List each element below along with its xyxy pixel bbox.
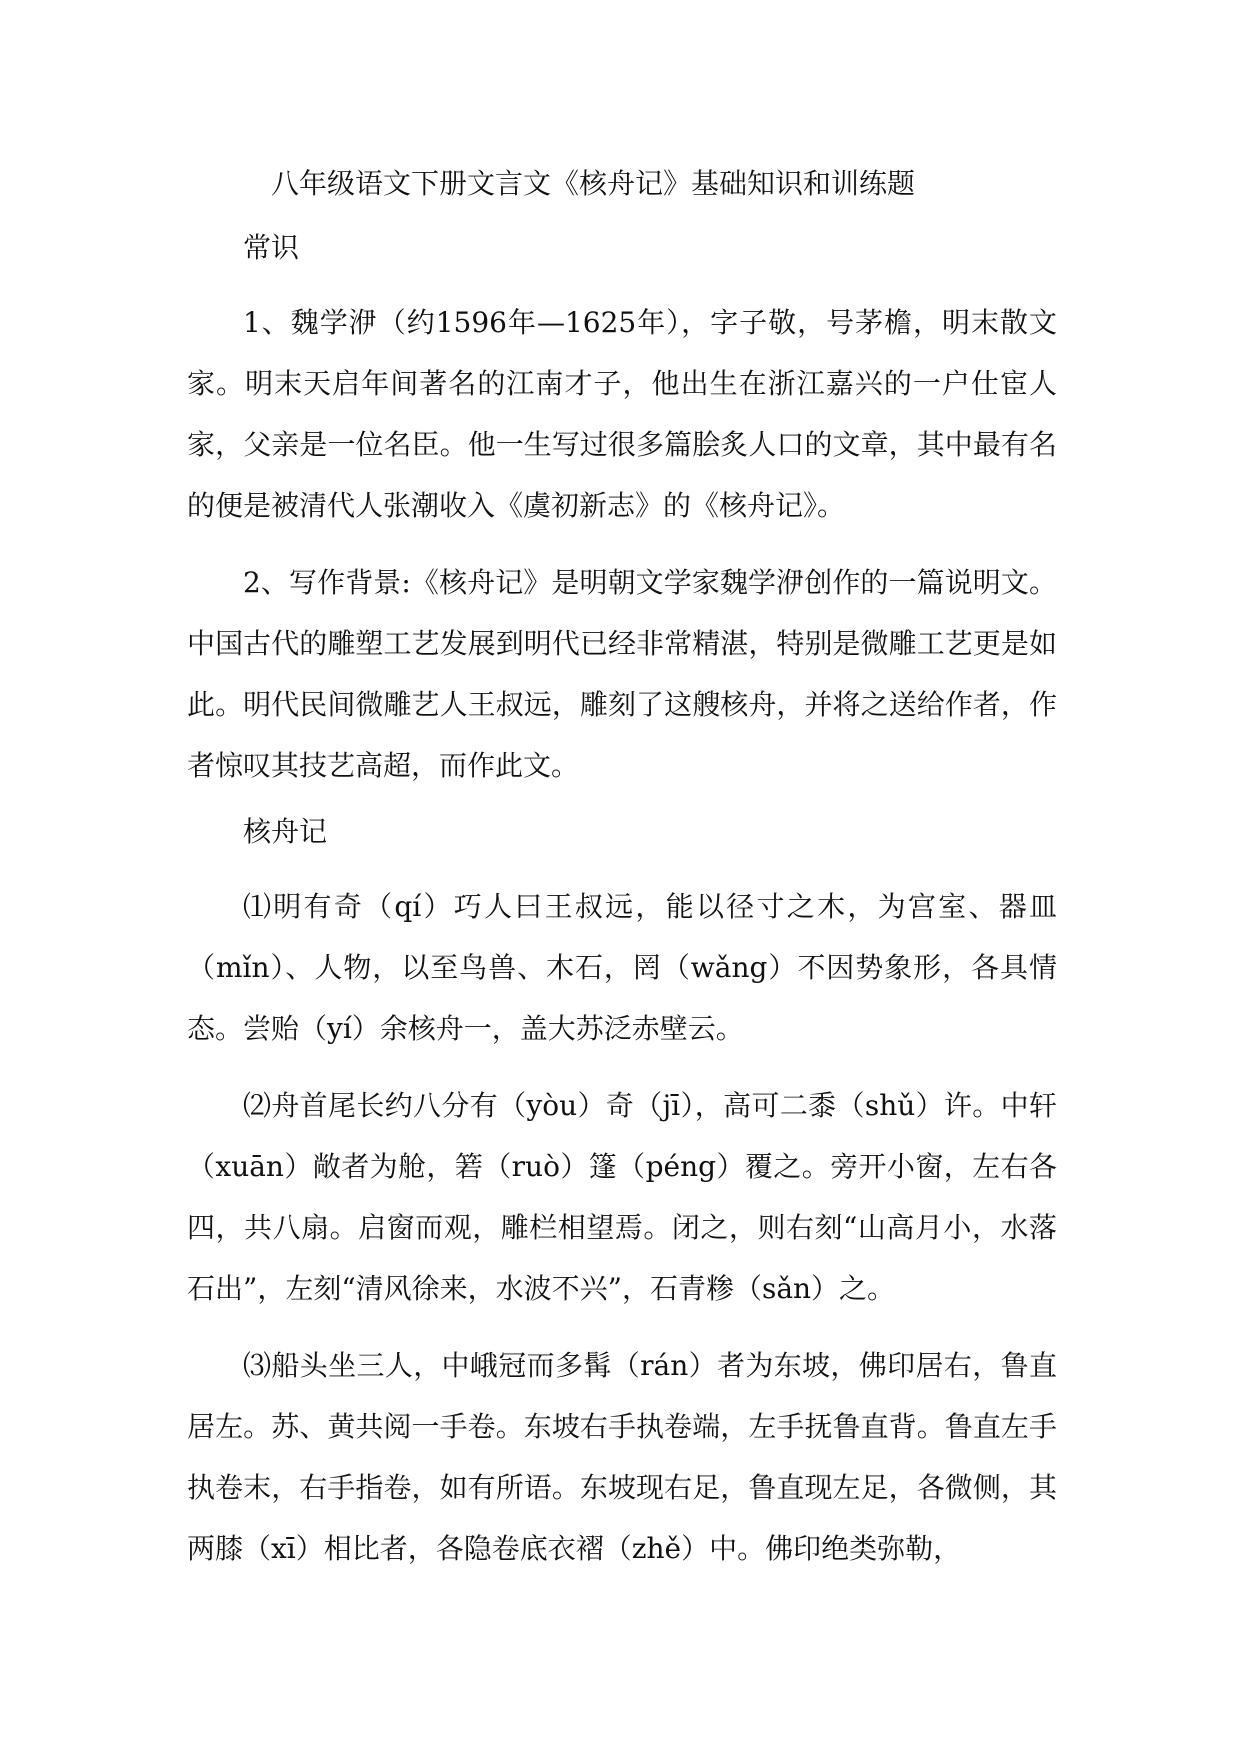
common-knowledge-item-1: 1、魏学洢（约1596年—1625年），字子敬，号茅檐，明末散文家。明末天启年间著名的江南才子，他出生在浙江嘉兴的一户仕宦人家，父亲是一位名臣。他一生写过很多篇脍炙人口的文章，其中最有名的便是被清代人张潮收入《虞初新志》的《核舟记》。 <box>187 306 1057 522</box>
section-heading-text: 核舟记 <box>243 815 328 848</box>
section-heading-common-knowledge: 常识 <box>243 231 300 264</box>
document-body <box>187 156 1057 1579</box>
common-knowledge-item-2: 2、写作背景:《核舟记》是明朝文学家魏学洢创作的一篇说明文。中国古代的雕塑工艺发展到明代已经非常精湛，特别是微雕工艺更是如此。明代民间微雕艺人王叔远，雕刻了这艘核舟，并将之送给作者，作者惊叹其技艺高超，而作此文。 <box>187 566 1057 782</box>
text-paragraph-1: ⑴明有奇（qí）巧人曰王叔远，能以径寸之木，为宫室、器皿（mǐn）、人物，以至鸟兽、木石，罔（wǎng）不因势象形，各具情态。尝贻（yí）余核舟一，盖大苏泛赤壁云。 <box>187 890 1057 1045</box>
text-paragraph-3: ⑶船头坐三人，中峨冠而多髯（rán）者为东坡，佛印居右，鲁直居左。苏、黄共阅一手卷。东坡右手执卷端，左手抚鲁直背。鲁直左手执卷末，右手指卷，如有所语。东坡现右足，鲁直现左足，各微侧，其两膝（xī）相比者，各隐卷底衣褶（zhě）中。佛印绝类弥勒， <box>187 1349 1057 1565</box>
text-paragraph-2: ⑵舟首尾长约八分有（yòu）奇（jī），高可二黍（shǔ）许。中轩（xuān）敞者为舱，箬（ruò）篷（péng）覆之。旁开小窗，左右各四，共八扇。启窗而观，雕栏相望焉。闭之，则右刻“山高月小，水落石出”，左刻“清风徐来，水波不兴”，石青糁（sǎn）之。 <box>187 1089 1057 1305</box>
document-title: 八年级语文下册文言文《核舟记》基础知识和训练题 <box>271 167 916 200</box>
